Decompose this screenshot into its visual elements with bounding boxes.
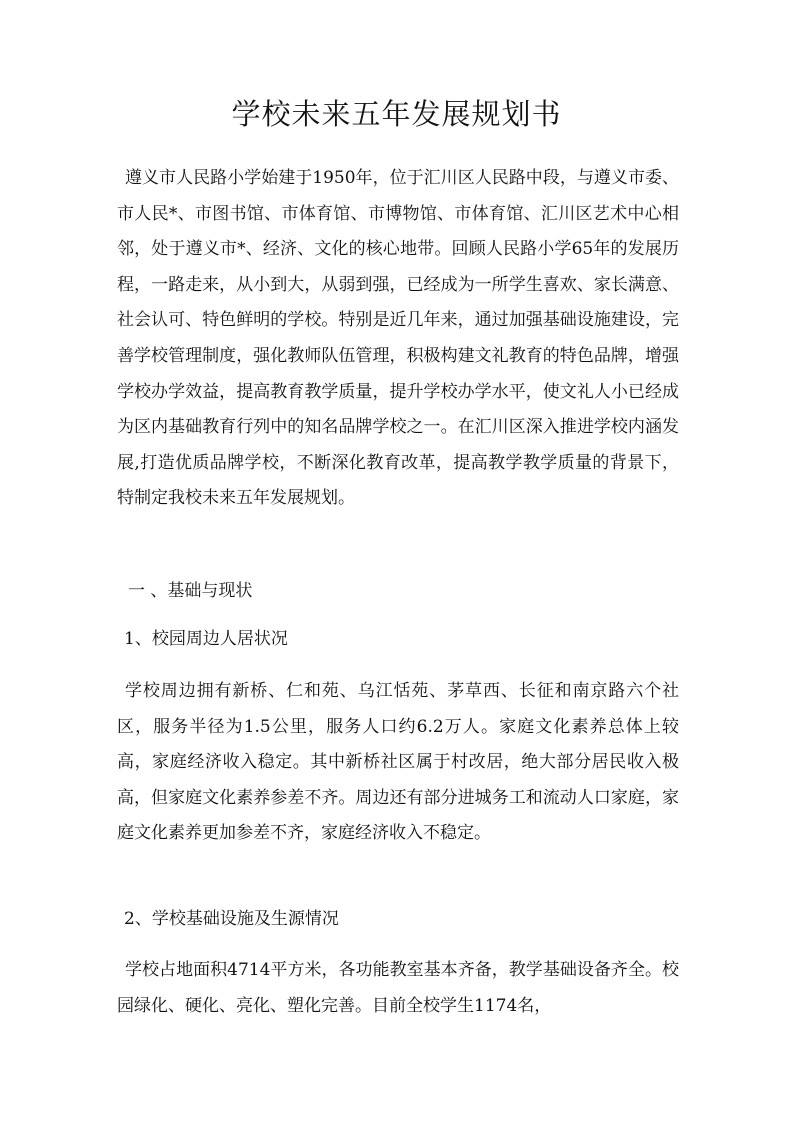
surroundings-paragraph: 学校周边拥有新桥、仁和苑、乌江恬苑、茅草西、长征和南京路六个社区，服务半径为1.5公里，服务人口约6.2万人。家庭文化素养总体上较高，家庭经济收入稳定。其中新桥社区属于村改居，绝大部分居民收入极高，但家庭文化素养参差不齐。周边还有部分进城务工和流动人口家庭，家庭文化素养更加参差不齐，家庭经济收入不稳定。	[117, 681, 679, 844]
subsection-heading-facilities: 2、学校基础设施及生源情况	[124, 909, 339, 929]
subsection-heading-surroundings: 1、校园周边人居状况	[124, 629, 288, 649]
document-title: 学校未来五年发展规划书	[231, 97, 562, 131]
facilities-paragraph: 学校占地面积4714平方米，各功能教室基本齐备，教学基础设备齐全。校园绿化、硬化、亮化、塑化完善。目前全校学生1174名，	[117, 960, 679, 1016]
section-heading-basis: 一 、基础与现状	[128, 581, 253, 601]
intro-paragraph: 遵义市人民路小学始建于1950年，位于汇川区人民路中段，与遵义市委、市人民*、市图书馆、市体育馆、市博物馆、市体育馆、汇川区艺术中心相邻，处于遵义市*、经济、文化的核心地带。回顾人民路小学65年的发展历程，一路走来，从小到大，从弱到强，已经成为一所学生喜欢、家长满意、社会认可、特色鲜明的学校。特别是近几年来，通过加强基础设施建设，完善学校管理制度，强化教师队伍管理，积极构建文礼教育的特色品牌，增强学校办学效益，提高教育教学质量，提升学校办学水平，使文礼人小已经成为区内基础教育行列中的知名品牌学校之一。在汇川区深入推进学校内涵发展,打造优质品牌学校，不断深化教育改革，提高教学教学质量的背景下，特制定我校未来五年发展规划。	[117, 168, 679, 509]
